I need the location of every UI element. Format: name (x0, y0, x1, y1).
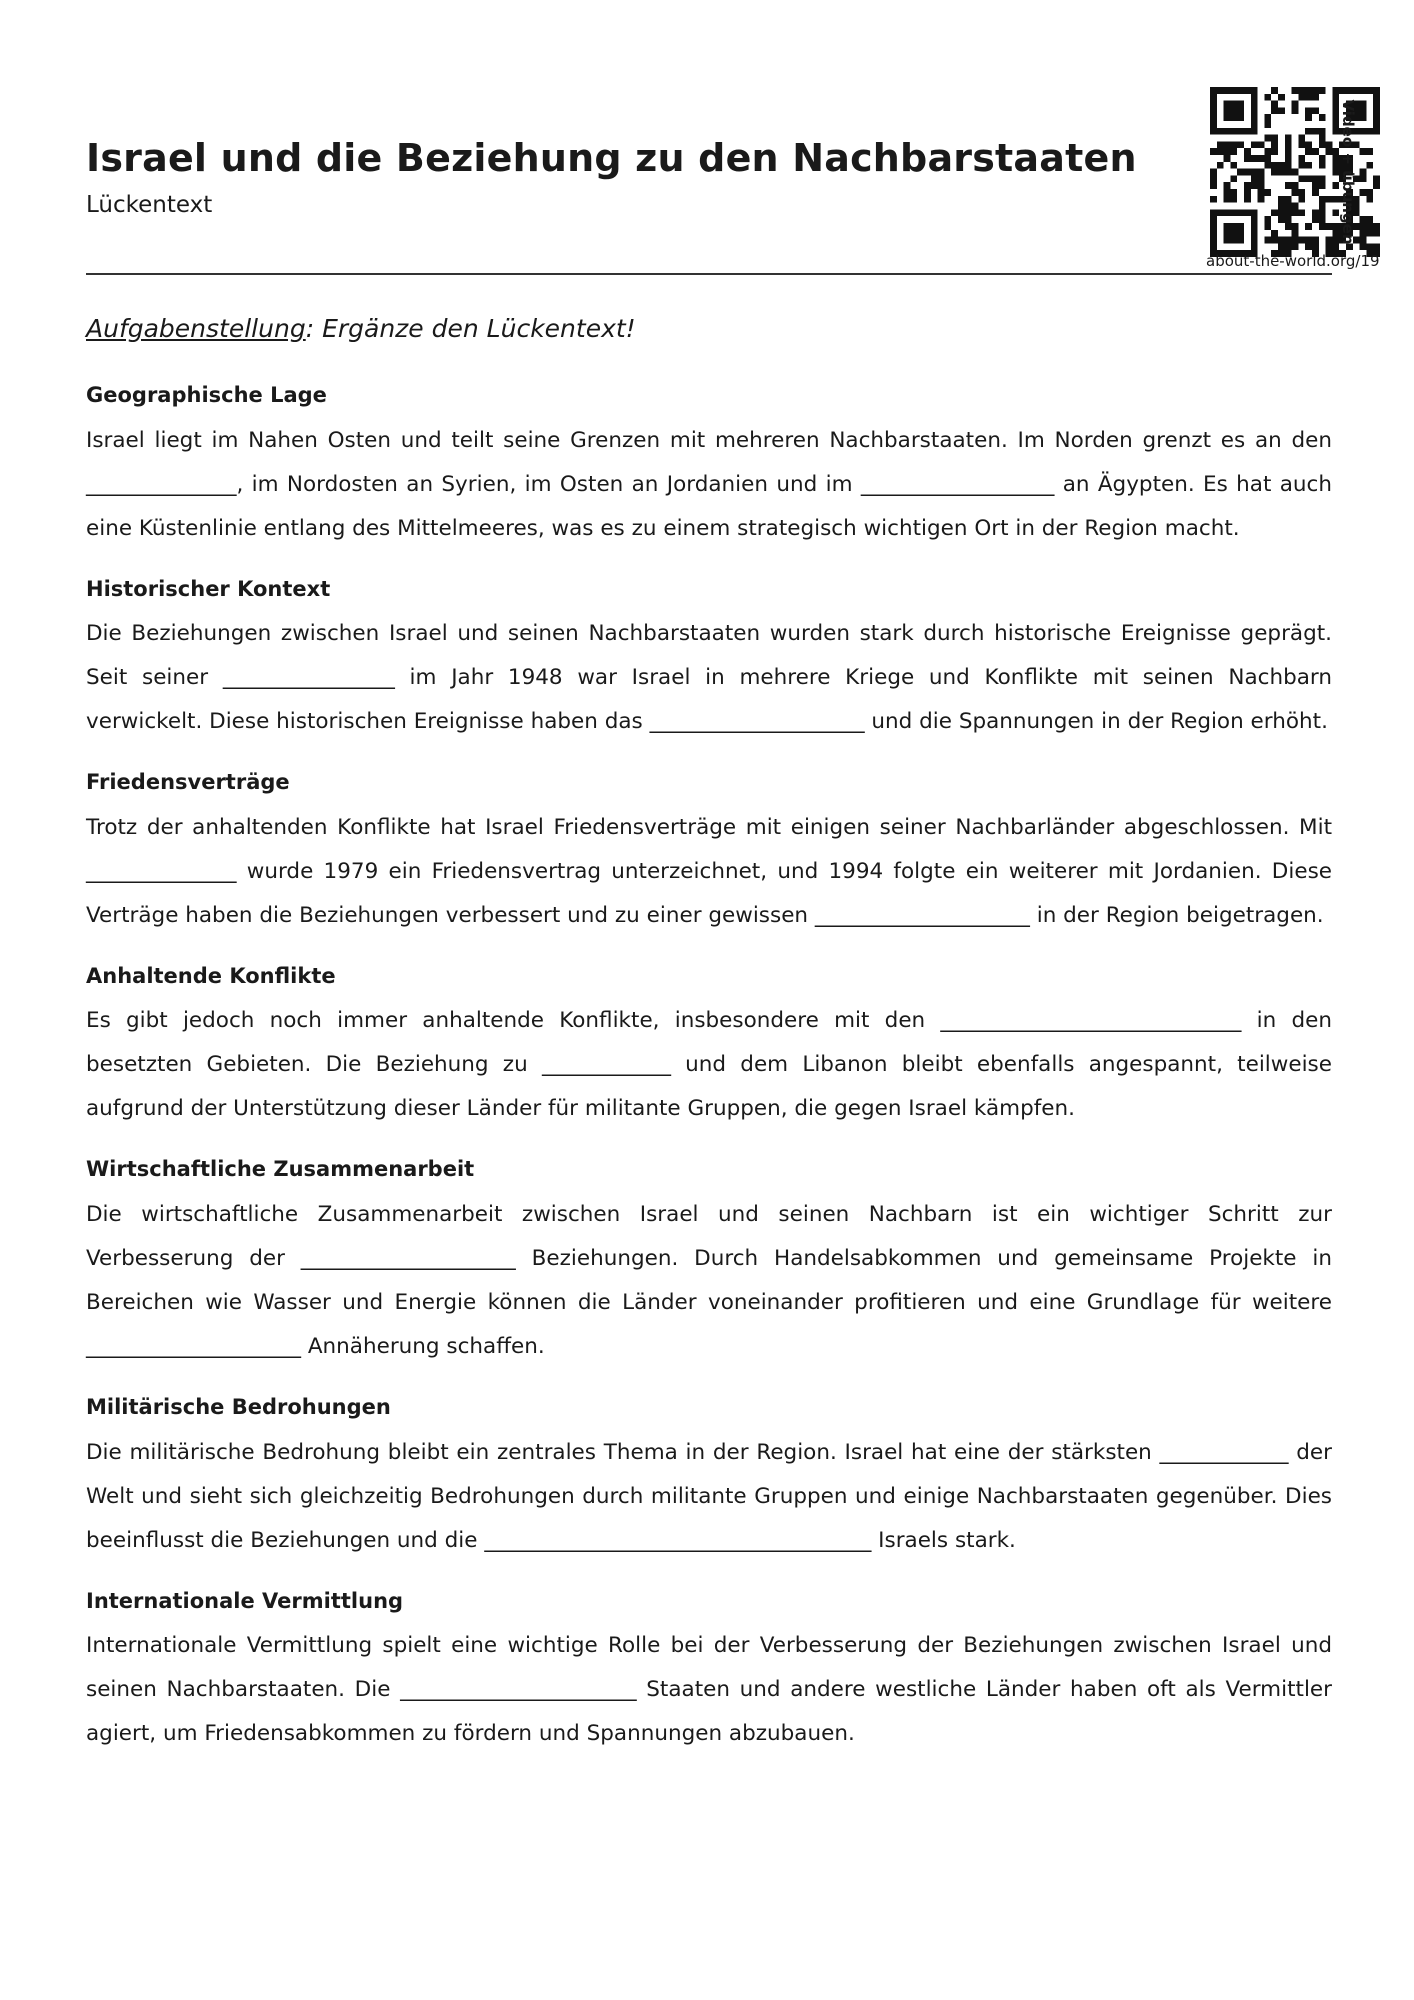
section-heading: Wirtschaftliche Zusammenarbeit (86, 1157, 475, 1182)
section-text: Die Beziehungen zwischen Israel und seinen Nachbarstaaten wurden stark durch historische Ereignisse geprägt. Seit seiner ________________ im Jahr 1948 war Israel in mehrere Kriege und Konflikte mit seinen Nachbarn verwickelt. Diese historischen Ereignisse haben das ____________________ und die Spannungen in der Region erhöht. (86, 621, 1332, 735)
section-text: Trotz der anhaltenden Konflikte hat Israel Friedensverträge mit einigen seiner Nachbarländer abgeschlossen. Mit ______________ wurde 1979 ein Friedensvertrag unterzeichnet, und 1994 folgte ein weiterer mit Jordanien. Diese Verträge haben die Beziehungen verbessert und zu einer gewissen ____________________ in der Region beigetragen. (86, 814, 1332, 928)
section-anhaltende-konflikte (86, 960, 1332, 1132)
section-heading: Geographische Lage (86, 383, 327, 407)
worksheet-header (86, 80, 1380, 276)
section-heading: Historischer Kontext (86, 576, 331, 601)
task-text: : Ergänze den Lückentext! (305, 314, 636, 343)
section-heading: Friedensverträge (86, 770, 290, 795)
section-friedensvertraege (86, 766, 1332, 938)
section-geographische-lage (86, 379, 1332, 551)
section-text: Internationale Vermittlung spielt eine wichtige Rolle bei der Verbesserung der Beziehungen zwischen Israel und seinen Nachbarstaaten. Die ______________________ Staaten und andere westliche Länder haben oft als Vermittler agiert, um Friedensabkommen zu fördern und Spannungen abzubauen. (86, 1633, 1332, 1747)
section-heading: Internationale Vermittlung (86, 1588, 404, 1613)
task-instruction (86, 314, 1332, 343)
worksheet-content (86, 300, 1332, 1778)
section-heading: Anhaltende Konflikte (86, 963, 336, 988)
section-heading: Militärische Bedrohungen (86, 1394, 391, 1419)
page-title: Israel und die Beziehung zu den Nachbarstaaten (86, 136, 1137, 180)
header-divider (86, 273, 1332, 275)
section-text: Die militärische Bedrohung bleibt ein zentrales Thema in der Region. Israel hat eine der stärksten ____________ der Welt und sieht sich gleichzeitig Bedrohungen durch militante Gruppen und einige Nachbarstaaten gegenüber. Dies beeinflusst die Beziehungen und die ____________________________________ Israels stark. (86, 1439, 1332, 1553)
section-text: Israel liegt im Nahen Osten und teilt seine Grenzen mit mehreren Nachbarstaaten. Im Norden grenzt es an den ______________, im Nordosten an Syrien, im Osten an Jordanien und im __________________ an Ägypten. Es hat auch eine Küstenlinie entlang des Mittelmeeres, was es zu einem strategisch wichtigen Ort in der Region macht. (86, 427, 1332, 541)
section-wirtschaftliche-zusammenarbeit (86, 1153, 1332, 1369)
qr-block (1126, 80, 1380, 276)
section-text: Es gibt jedoch noch immer anhaltende Konflikte, insbesondere mit den ____________________________ in den besetzten Gebieten. Die Beziehung zu ____________ und dem Libanon bleibt ebenfalls angespannt, teilweise aufgrund der Unterstützung dieser Länder für militante Gruppen, die gegen Israel kämpfen. (86, 1008, 1332, 1122)
task-label: Aufgabenstellung (86, 314, 306, 343)
section-internationale-vermittlung (86, 1585, 1332, 1757)
qr-url-label[interactable]: about-the-world.org/19 (1206, 252, 1380, 270)
page-subtitle: Lückentext (86, 192, 213, 218)
section-historischer-kontext (86, 573, 1332, 745)
section-text: Die wirtschaftliche Zusammenarbeit zwischen Israel und seinen Nachbarn ist ein wichtiger Schritt zur Verbesserung der ____________________ Beziehungen. Durch Handelsabkommen und gemeinsame Projekte in Bereichen wie Wasser und Energie können die Länder voneinander profitieren und eine Grundlage für weitere ____________________ Annäherung schaffen. (86, 1201, 1332, 1359)
qr-side-label: Video + übungen (1339, 99, 1357, 245)
section-militaerische-bedrohungen (86, 1391, 1332, 1563)
